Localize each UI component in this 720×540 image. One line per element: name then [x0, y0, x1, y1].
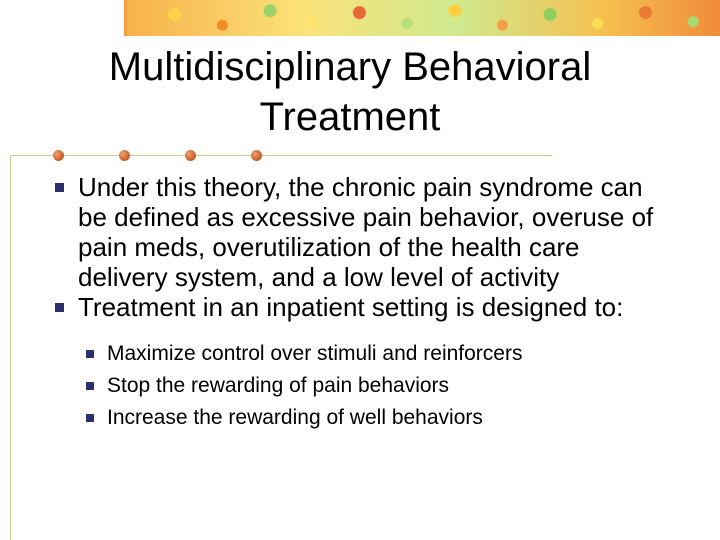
- bullet-list: [50, 172, 670, 434]
- sub-bullet-text: Increase the rewarding of well behaviors: [107, 406, 483, 429]
- bullet-text: Treatment in an inpatient setting is designed to:: [78, 292, 624, 322]
- square-bullet-icon: [55, 183, 64, 192]
- sub-bullet-text: Maximize control over stimuli and reinforcers: [107, 342, 523, 365]
- divider-dot-1: [53, 150, 64, 161]
- divider-dot-3: [185, 150, 196, 161]
- slide-title: Multidisciplinary Behavioral Treatment: [108, 45, 592, 139]
- title-divider: [10, 155, 552, 156]
- sub-bullet-item: [78, 370, 670, 402]
- left-border: [10, 155, 11, 540]
- divider-dot-2: [119, 150, 130, 161]
- square-bullet-icon: [86, 414, 94, 422]
- sub-bullet-text: Stop the rewarding of pain behaviors: [107, 374, 450, 397]
- sub-bullet-item: [78, 402, 670, 434]
- sub-bullet-list: [78, 338, 670, 434]
- bullet-item: [50, 292, 670, 434]
- sub-bullet-item: [78, 338, 670, 370]
- square-bullet-icon: [86, 350, 94, 358]
- bullet-text: Under this theory, the chronic pain syndrome can be defined as excessive pain behavior, overuse of pain meds, overutilization of the health care delivery system, and a low level of activity: [78, 172, 654, 292]
- bullet-item: [50, 172, 670, 292]
- decorative-banner: [124, 0, 720, 36]
- square-bullet-icon: [86, 382, 94, 390]
- divider-dot-4: [251, 150, 262, 161]
- square-bullet-icon: [55, 303, 64, 312]
